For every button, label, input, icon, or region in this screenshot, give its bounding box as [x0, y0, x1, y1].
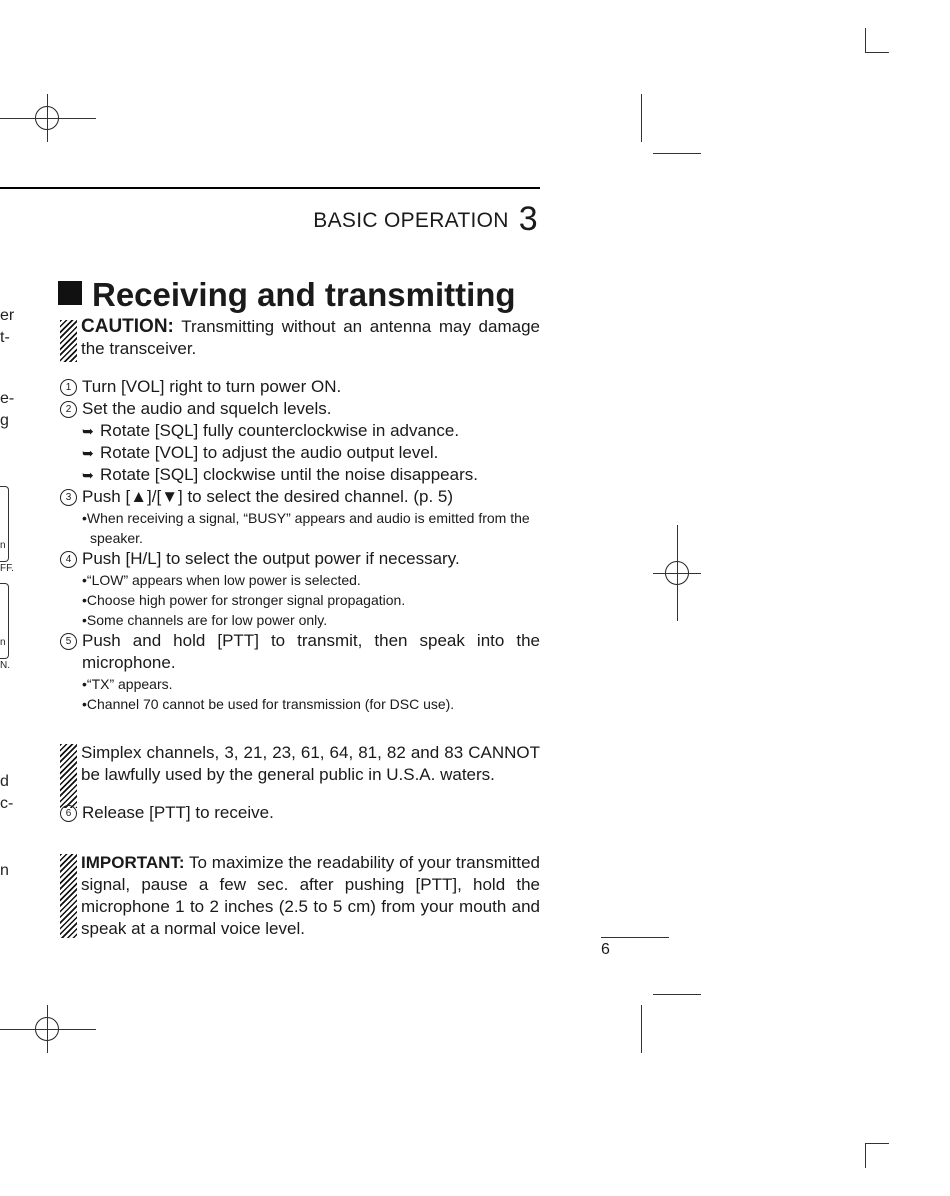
bullet-dot-icon: • [82, 572, 87, 588]
step-text: Turn [VOL] right to turn power ON. [82, 377, 342, 396]
bullet-dot-icon: • [82, 510, 87, 526]
header-rule [0, 187, 540, 189]
sub-step [60, 420, 540, 442]
sub-step [60, 442, 540, 464]
bullet-item [60, 590, 540, 610]
section-number: 3 [518, 200, 538, 238]
step-number: 5 [60, 633, 77, 650]
note-hatch-icon [60, 744, 77, 808]
edge-fragment: FF. [0, 563, 14, 574]
bullet-dot-icon: • [82, 612, 87, 628]
step-text: Release [PTT] to receive. [82, 803, 274, 822]
bullet-dot-icon: • [82, 696, 87, 712]
step-3 [60, 486, 540, 508]
simplex-note [60, 742, 540, 786]
page-number-rule [601, 937, 669, 938]
step-2 [60, 398, 540, 420]
crop-mark [641, 94, 642, 142]
page-number: 6 [601, 941, 610, 958]
crop-mark [865, 1143, 866, 1168]
bullet-text: Some channels are for low power only. [86, 612, 328, 628]
crop-mark [865, 52, 889, 53]
main-content [60, 316, 540, 940]
crop-mark [653, 153, 701, 154]
section-title: BASIC OPERATION [313, 209, 509, 232]
step-number: 3 [60, 489, 77, 506]
edge-fragment: n [0, 540, 6, 551]
arrow-bullet-icon: ➥ [82, 445, 94, 461]
edge-fragment: c- [0, 795, 14, 812]
edge-fragment: t- [0, 329, 10, 346]
caution-hatch-icon [60, 320, 77, 362]
arrow-bullet-icon: ➥ [82, 467, 94, 483]
step-number: 2 [60, 401, 77, 418]
crop-mark [47, 1005, 48, 1053]
sub-step-text: Rotate [VOL] to adjust the audio output level. [100, 443, 439, 462]
simplex-note-text: Simplex channels, 3, 21, 23, 61, 64, 81, 82 and 83 CANNOT be lawfully used by the general public in U.S.A. waters. [81, 743, 540, 784]
bullet-item [60, 570, 540, 590]
arrow-bullet-icon: ➥ [82, 423, 94, 439]
crop-mark [47, 94, 48, 142]
edge-fragment: N. [0, 660, 10, 671]
step-number: 1 [60, 379, 77, 396]
crop-mark [865, 28, 866, 53]
important-text: To maximize the readability of your transmitted signal, pause a few sec. after pushing [PTT], hold the microphone 1 to 2 inches (2.5 to 5 cm) from your mouth and speak at a normal voice level. [81, 853, 540, 938]
step-1 [60, 376, 540, 398]
step-text: Push [H/L] to select the output power if necessary. [82, 549, 460, 568]
edge-fragment: er [0, 307, 15, 324]
important-hatch-icon [60, 854, 77, 938]
step-text: Push and hold [PTT] to transmit, then speak into the microphone. [82, 631, 540, 672]
step-number: 6 [60, 805, 77, 822]
crop-mark [865, 1143, 889, 1144]
caution-text: Transmitting without an antenna may damage the transceiver. [81, 317, 540, 358]
crop-mark [641, 1005, 642, 1053]
page-title-text: Receiving and transmitting [92, 276, 516, 313]
crop-mark [0, 1029, 96, 1030]
bullet-text: “TX” appears. [86, 676, 173, 692]
bullet-text: Channel 70 cannot be used for transmission (for DSC use). [86, 696, 455, 712]
edge-fragment: g [0, 412, 9, 429]
bullet-text: When receiving a signal, “BUSY” appears and audio is emitted from the speaker. [86, 510, 530, 546]
step-4 [60, 548, 540, 570]
step-text: Push [▲]/[▼] to select the desired channel. (p. 5) [82, 487, 454, 506]
edge-fragment: e- [0, 390, 15, 407]
bullet-text: Choose high power for stronger signal propagation. [86, 592, 406, 608]
caution-note [60, 316, 540, 360]
step-number: 4 [60, 551, 77, 568]
bullet-item [60, 674, 540, 694]
crop-mark [653, 994, 701, 995]
sub-step-text: Rotate [SQL] fully counterclockwise in advance. [100, 421, 460, 440]
important-note [60, 852, 540, 940]
step-text: Set the audio and squelch levels. [82, 399, 332, 418]
crop-mark [0, 118, 96, 119]
section-marker-icon [58, 281, 82, 305]
sub-step-text: Rotate [SQL] clockwise until the noise disappears. [100, 465, 478, 484]
sub-step [60, 464, 540, 486]
page-title [58, 276, 516, 314]
caution-label: CAUTION: [81, 316, 174, 337]
edge-fragment: n [0, 862, 9, 879]
bullet-text: “LOW” appears when low power is selected. [86, 572, 361, 588]
step-5 [60, 630, 540, 674]
bullet-dot-icon: • [82, 676, 87, 692]
bullet-item [60, 610, 540, 630]
important-label: IMPORTANT: [81, 853, 185, 872]
bullet-dot-icon: • [82, 592, 87, 608]
bullet-item [60, 694, 540, 714]
edge-fragment: d [0, 773, 9, 790]
crop-mark [677, 525, 678, 621]
edge-fragment: n [0, 637, 6, 648]
bullet-item [60, 508, 540, 548]
section-header [313, 200, 538, 239]
step-6 [60, 802, 540, 824]
